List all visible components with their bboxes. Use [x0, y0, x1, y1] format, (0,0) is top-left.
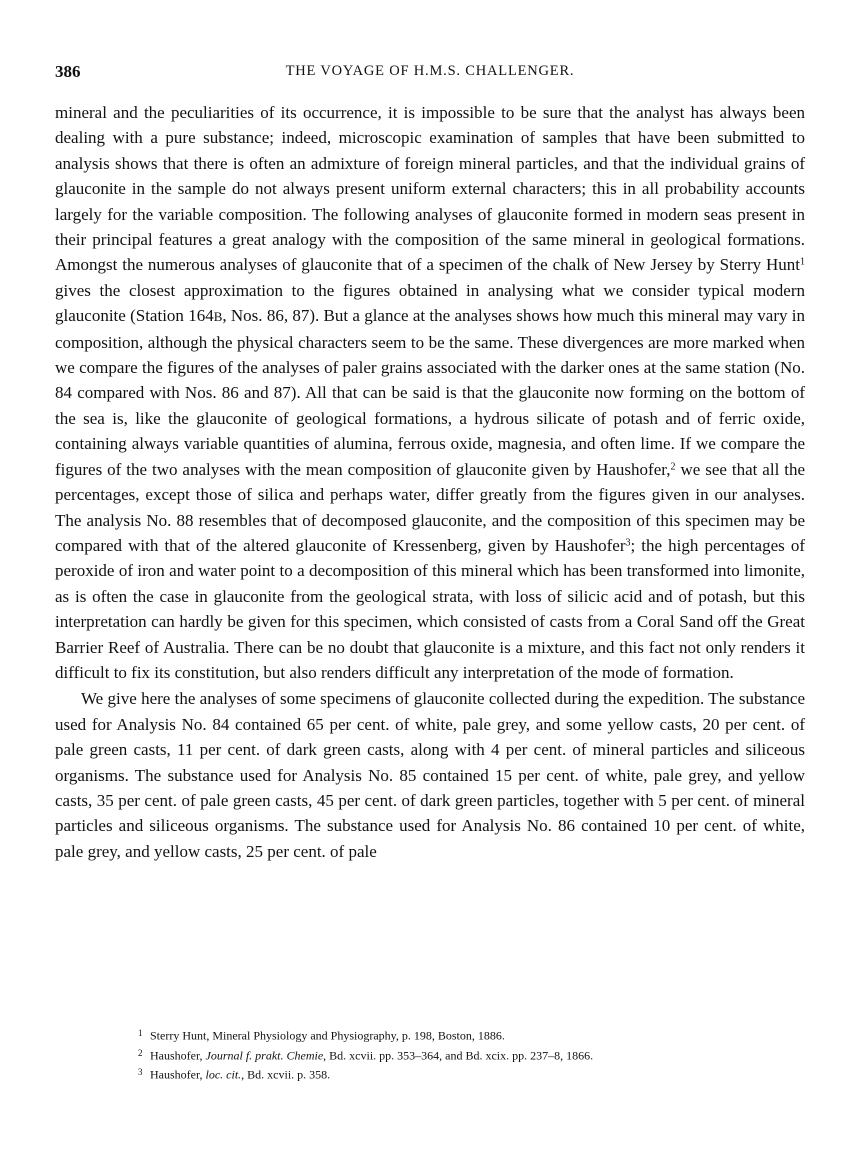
footnote-ref-1: 1 [800, 256, 805, 268]
footnote-2 [138, 1045, 818, 1065]
footnote-text-tail: , Bd. xcvii. p. 358. [241, 1067, 331, 1082]
footnote-mark: 3 [138, 1067, 143, 1078]
footnote-1 [138, 1025, 818, 1045]
footnote-mark: 2 [138, 1047, 143, 1058]
running-title: THE VOYAGE OF H.M.S. CHALLENGER. [285, 63, 575, 79]
footnote-loc-cit: loc. cit. [205, 1067, 242, 1082]
station-letter: B [213, 309, 223, 325]
paragraph-1-part-3: , Nos. 86, 87). But a glance at the analyses shows how much this mineral may vary in composition, although the physical characters seem to be the same. These divergences are more marked when we compare the figures of the analyses of paler grains associated with the darker ones at the same station (No. 84 compared with Nos. 86 and 87). All that can be said is that the glauconite now forming on the bottom of the sea is, like the glauconite of geological formations, a hydrous silicate of potash and of ferric oxide, containing always variable quantities of alumina, ferrous oxide, magnesia, and often lime. If we compare the figures of the two analyses with the mean composition of glauconite given by Haushofer, [55, 306, 805, 479]
footnote-ref-3: 3 [625, 537, 631, 549]
footnotes [138, 1025, 818, 1084]
footnote-text: Haushofer, [150, 1048, 206, 1063]
paragraph-1-part-1: mineral and the peculiarities of its occurrence, it is impossible to be sure that the analyst has always been dealing with a pure substance; indeed, microscopic examination of samples that have been submitted to analysis shows that there is often an admixture of foreign mineral particles, and that the individual grains of glauconite in the sample do not always present uniform external characters; this in all probability accounts largely for the variable composition. The following analyses of glauconite formed in modern seas present in their principal features a great analogy with the composition of the same mineral in geological formations. Amongst the numerous analyses of glauconite that of a specimen of the chalk of New Jersey by Sterry Hunt [55, 103, 805, 275]
body-text [55, 100, 805, 864]
page-number: 386 [55, 62, 81, 81]
footnote-mark: 1 [138, 1028, 143, 1038]
paragraph-1-part-5: ; the high percentages of peroxide of iron and water point to a decomposition of this mineral which has been transformed into limonite, as is often the case in glauconite from the geological strata, with loss of silicic acid and of potash, but this interpretation can hardly be given for this specimen, which consisted of casts from a Coral Sand off the Great Barrier Reef of Australia. There can be no doubt that glauconite is a mixture, and this fact not only renders it difficult to fix its constitution, but also renders difficult any interpretation of the mode of formation. [55, 535, 805, 682]
paragraph-2: We give here the analyses of some specimens of glauconite collected during the expedition. The substance used for Analysis No. 84 contained 65 per cent. of white, pale grey, and some yellow casts, 20 per cent. of pale green casts, 11 per cent. of dark green casts, along with 4 per cent. of mineral particles and siliceous organisms. The substance used for Analysis No. 85 contained 15 per cent. of white, pale grey, and yellow casts, 35 per cent. of pale green casts, 45 per cent. of dark green particles, together with 5 per cent. of mineral particles and siliceous organisms. The substance used for Analysis No. 86 contained 10 per cent. of white, pale grey, and yellow casts, 25 per cent. of pale [55, 689, 805, 861]
paragraph-1-part-2: gives the closest approximation to the figures obtained in analysing what we consider typical modern glauconite (Station 164 [55, 280, 805, 326]
footnote-ref-2: 2 [670, 461, 676, 473]
footnote-text: Sterry Hunt, Mineral Physiology and Physiography, p. 198, Boston, 1886. [150, 1028, 505, 1043]
footnote-text-tail: , Bd. xcvii. pp. 353–364, and Bd. xcix. pp. 237–8, 1866. [323, 1048, 594, 1063]
footnote-3 [138, 1064, 818, 1084]
paragraph-1-part-4: we see that all the percentages, except those of silica and perhaps water, differ greatly from the figures given in our analyses. The analysis No. 88 resembles that of decomposed glauconite, and the composition of this specimen may be compared with that of the altered glauconite of Kressenberg, given by Haushofer [55, 459, 806, 555]
footnote-journal-title: Journal f. prakt. Chemie [205, 1048, 324, 1063]
page-header [55, 62, 805, 86]
paragraph-1 [55, 100, 805, 685]
footnote-text: Haushofer, [150, 1067, 206, 1082]
